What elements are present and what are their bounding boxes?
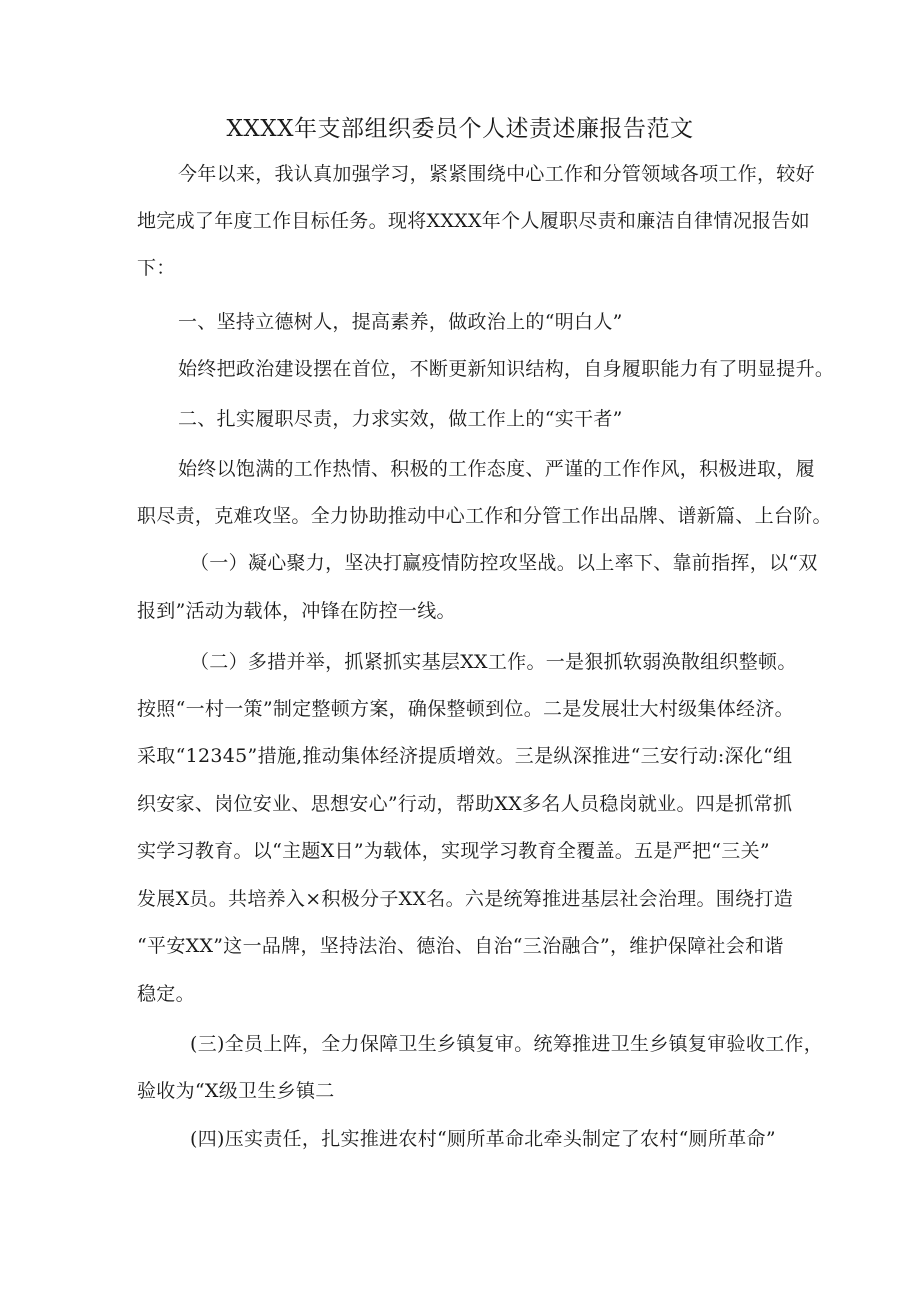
- body-line: 实学习教育。以“主题X日”为载体，实现学习教育全覆盖。五是严把“三关”: [137, 840, 770, 862]
- body-line: “平安XX”这一品牌，坚持法治、德治、自治“三治融合”，维护保障社会和谐: [137, 935, 784, 957]
- body-line: 按照“一村一策”制定整顿方案，确保整顿到位。二是发展壮大村级集体经济。: [137, 698, 794, 720]
- subsection-line: (三)全员上阵，全力保障卫生乡镇复审。统筹推进卫生乡镇复审验收工作，: [190, 1033, 824, 1055]
- body-line: 始终以饱满的工作热情、积极的工作态度、严谨的工作作风，积极进取，履: [178, 458, 815, 480]
- body-line: 发展X员。共培养入×积极分子XX名。六是统筹推进基层社会治理。围绕打造: [137, 888, 794, 910]
- body-line: 报到”活动为载体，冲锋在防控一线。: [137, 600, 456, 622]
- subsection-line: （一）凝心聚力，坚决打赢疫情防控攻坚战。以上率下、靠前指挥，以“双: [190, 552, 818, 574]
- body-line: 验收为“X级卫生乡镇二: [137, 1080, 335, 1102]
- body-line: 职尽责，克难攻坚。全力协助推动中心工作和分管工作出品牌、谱新篇、上台阶。: [137, 505, 832, 527]
- section-heading: 二、扎实履职尽责，力求实效，做工作上的“实干者”: [178, 408, 623, 430]
- body-line: 稳定。: [137, 983, 195, 1005]
- section-heading: 一、坚持立德树人，提高素养，做政治上的“明白人”: [178, 311, 623, 333]
- subsection-line: （二）多措并举，抓紧抓实基层XX工作。一是狠抓软弱涣散组织整顿。: [190, 651, 797, 673]
- body-line: 地完成了年度工作目标任务。现将XXXX年个人履职尽责和廉洁自律情况报告如: [137, 210, 810, 232]
- body-line: 采取“12345”措施,推动集体经济提质增效。三是纵深推进“三安行动:深化“组: [137, 745, 793, 767]
- body-line: 始终把政治建设摆在首位，不断更新知识结构，自身履职能力有了明显提升。: [178, 358, 835, 380]
- body-line: 下：: [137, 257, 176, 279]
- document-title: XXXX年支部组织委员个人述责述廉报告范文: [226, 116, 694, 142]
- body-line: 织安家、岗位安业、思想安心”行动，帮助XX多名人员稳岗就业。四是抓常抓: [137, 793, 793, 815]
- subsection-line: (四)压实责任，扎实推进农村“厕所革命北牵头制定了农村“厕所革命”: [190, 1128, 776, 1150]
- body-line: 今年以来，我认真加强学习，紧紧围绕中心工作和分管领域各项工作，较好: [178, 163, 815, 185]
